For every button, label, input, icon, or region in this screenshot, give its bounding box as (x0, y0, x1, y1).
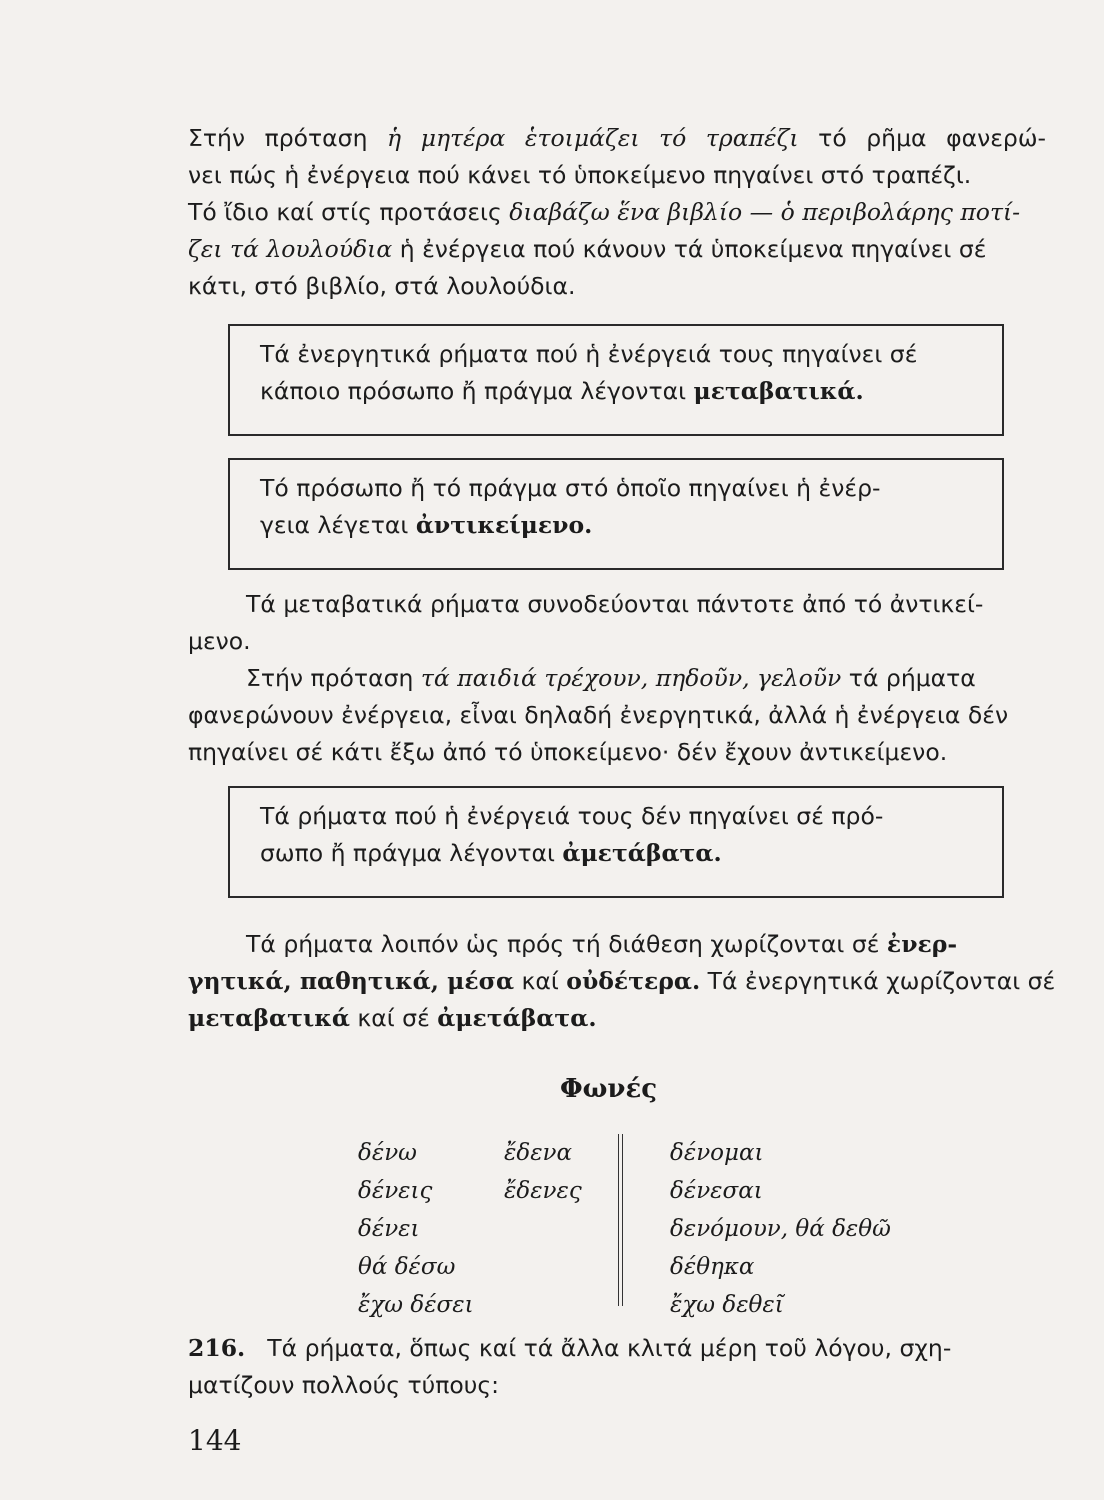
text-line: 216. Τά ρήματα, ὅπως καί τά ἄλλα κλιτά μέρη τοῦ λόγου, σχη- (188, 1334, 952, 1362)
text-line: ζει τά λουλούδια ἡ ἐνέργεια πού κάνουν τά ὑποκείμενα πηγαίνει σέ (188, 235, 987, 263)
text-line: Τό ἴδιο καί στίς προτάσεις διαβάζω ἕνα βιβλίο — ὁ περιβολάρης ποτί- (188, 198, 1021, 226)
verb-form: ἔδενα (504, 1140, 573, 1166)
text-line: ματίζουν πολλούς τύπους: (188, 1371, 500, 1399)
text-line: γητικά, παθητικά, μέσα καί οὐδέτερα. Τά ἐνεργητικά χωρίζονται σέ (188, 967, 1056, 995)
text-line: κάποιο πρόσωπο ἤ πράγμα λέγονται μεταβατικά. (260, 377, 864, 405)
conjugation-column-passive (670, 1134, 891, 1324)
text-line: φανερώνουν ἐνέργεια, εἶναι δηλαδή ἐνεργητικά, ἀλλά ἡ ἐνέργεια δέν (188, 701, 1009, 729)
text-line: Τά μεταβατικά ρήματα συνοδεύονται πάντοτε ἀπό τό ἀντικεί- (246, 590, 984, 618)
verb-form: δένεσαι (670, 1178, 763, 1204)
text-line: Στήν πρόταση τά παιδιά τρέχουν, πηδοῦν, γελοῦν τά ρήματα (246, 664, 976, 692)
page-number: 144 (188, 1424, 242, 1457)
text-line: σωπο ἤ πράγμα λέγονται ἀμετάβατα. (260, 839, 722, 867)
verb-form: ἔχω δέσει (358, 1292, 474, 1318)
verb-form: δένομαι (670, 1140, 764, 1166)
paragraph-transitive-example (188, 120, 1046, 305)
text-line: Τά ρήματα πού ἡ ἐνέργειά τους δέν πηγαίνει σέ πρό- (260, 802, 884, 830)
text-line: μενο. (188, 627, 251, 655)
text-line: Τό πρόσωπο ἤ τό πράγμα στό ὁποῖο πηγαίνει ἡ ἐνέρ- (260, 474, 881, 502)
verb-form: ἔδενες (504, 1178, 582, 1204)
column-divider (618, 1134, 623, 1306)
text-line: μεταβατικά καί σέ ἀμετάβατα. (188, 1004, 597, 1032)
text-line: γεια λέγεται ἀντικείμενο. (260, 511, 593, 539)
verb-form: δένεις (358, 1178, 433, 1204)
conjugation-column-active (358, 1134, 474, 1324)
text-line: κάτι, στό βιβλίο, στά λουλούδια. (188, 272, 576, 300)
definition-box-transitive (228, 324, 1004, 436)
section-heading: Φωνές (560, 1074, 658, 1104)
verb-form: δένει (358, 1216, 420, 1242)
verb-form: θά δέσω (358, 1254, 456, 1280)
paragraph-transitive-object (188, 586, 1046, 660)
verb-form: δενόμουν, θά δεθῶ (670, 1216, 891, 1242)
conjugation-column-past (504, 1134, 582, 1210)
text-line: Τά ρήματα λοιπόν ὡς πρός τή διάθεση χωρίζονται σέ ἐνερ- (246, 930, 958, 958)
text-line: Τά ἐνεργητικά ρήματα πού ἡ ἐνέργειά τους πηγαίνει σέ (260, 340, 918, 368)
verb-form: ἔχω δεθεῖ (670, 1292, 784, 1318)
text-line: νει πώς ἡ ἐνέργεια πού κάνει τό ὑποκείμενο πηγαίνει στό τραπέζι. (188, 161, 972, 189)
paragraph-intransitive-example (188, 660, 1046, 771)
paragraph-voice-summary (188, 926, 1056, 1037)
definition-box-object (228, 458, 1004, 570)
text-line: Στήν πρόταση ἡ μητέρα ἑτοιμάζει τό τραπέζι τό ρῆμα φανερώ- (188, 124, 1046, 152)
paragraph-number: 216. (188, 1334, 246, 1362)
text-line: πηγαίνει σέ κάτι ἔξω ἀπό τό ὑποκείμενο· δέν ἔχουν ἀντικείμενο. (188, 738, 948, 766)
definition-box-intransitive (228, 786, 1004, 898)
paragraph-216 (188, 1330, 1046, 1404)
verb-form: δένω (358, 1140, 417, 1166)
verb-form: δέθηκα (670, 1254, 755, 1280)
